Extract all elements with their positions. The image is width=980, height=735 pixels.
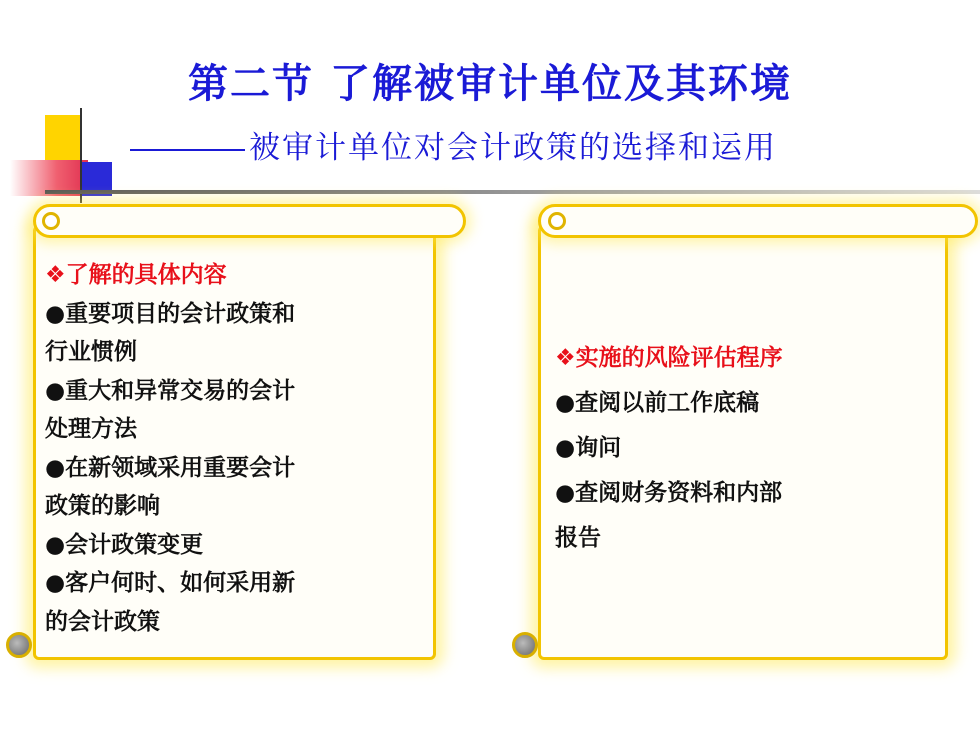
left-scroll-top-roll: [33, 204, 466, 238]
title-divider-line: [45, 190, 980, 194]
right-scroll-bottom-curl: [512, 632, 538, 658]
left-list-line: ●客户何时、如何采用新: [45, 570, 296, 596]
corner-deco-yellow-square: [45, 115, 80, 160]
left-scroll-top-curl: [42, 212, 60, 230]
right-list-line: ●查阅财务资料和内部: [555, 480, 783, 506]
left-list-line: ●重要项目的会计政策和: [45, 300, 296, 327]
left-list-line: ●重大和异常交易的会计: [45, 377, 296, 404]
left-panel-heading: ❖了解的具体内容: [45, 262, 227, 288]
left-list-line: 的会计政策: [45, 608, 160, 635]
right-panel-heading: ❖实施的风险评估程序: [555, 345, 783, 371]
left-panel-content: [45, 256, 295, 641]
right-panel-content: [555, 336, 783, 561]
left-list-line: 政策的影响: [45, 493, 160, 519]
subtitle-text: 被审计单位对会计政策的选择和运用: [249, 130, 777, 166]
left-list-line: 行业惯例: [45, 339, 137, 365]
left-scroll-bottom-curl: [6, 632, 32, 658]
right-scroll-top-roll: [538, 204, 978, 238]
corner-deco-vertical-line: [80, 108, 82, 203]
left-list-line: 处理方法: [45, 416, 137, 442]
left-list-line: ●在新领域采用重要会计: [45, 454, 296, 481]
slide-title: 第二节 了解被审计单位及其环境: [188, 61, 792, 107]
subtitle-dash: [130, 149, 245, 151]
left-list-line: ●会计政策变更: [45, 531, 204, 558]
right-list-line: ●查阅以前工作底稿: [555, 390, 760, 416]
slide-subtitle: [130, 122, 777, 167]
right-list-line: ●询问: [555, 435, 622, 461]
right-list-line: 报告: [555, 525, 601, 551]
right-scroll-top-curl: [548, 212, 566, 230]
